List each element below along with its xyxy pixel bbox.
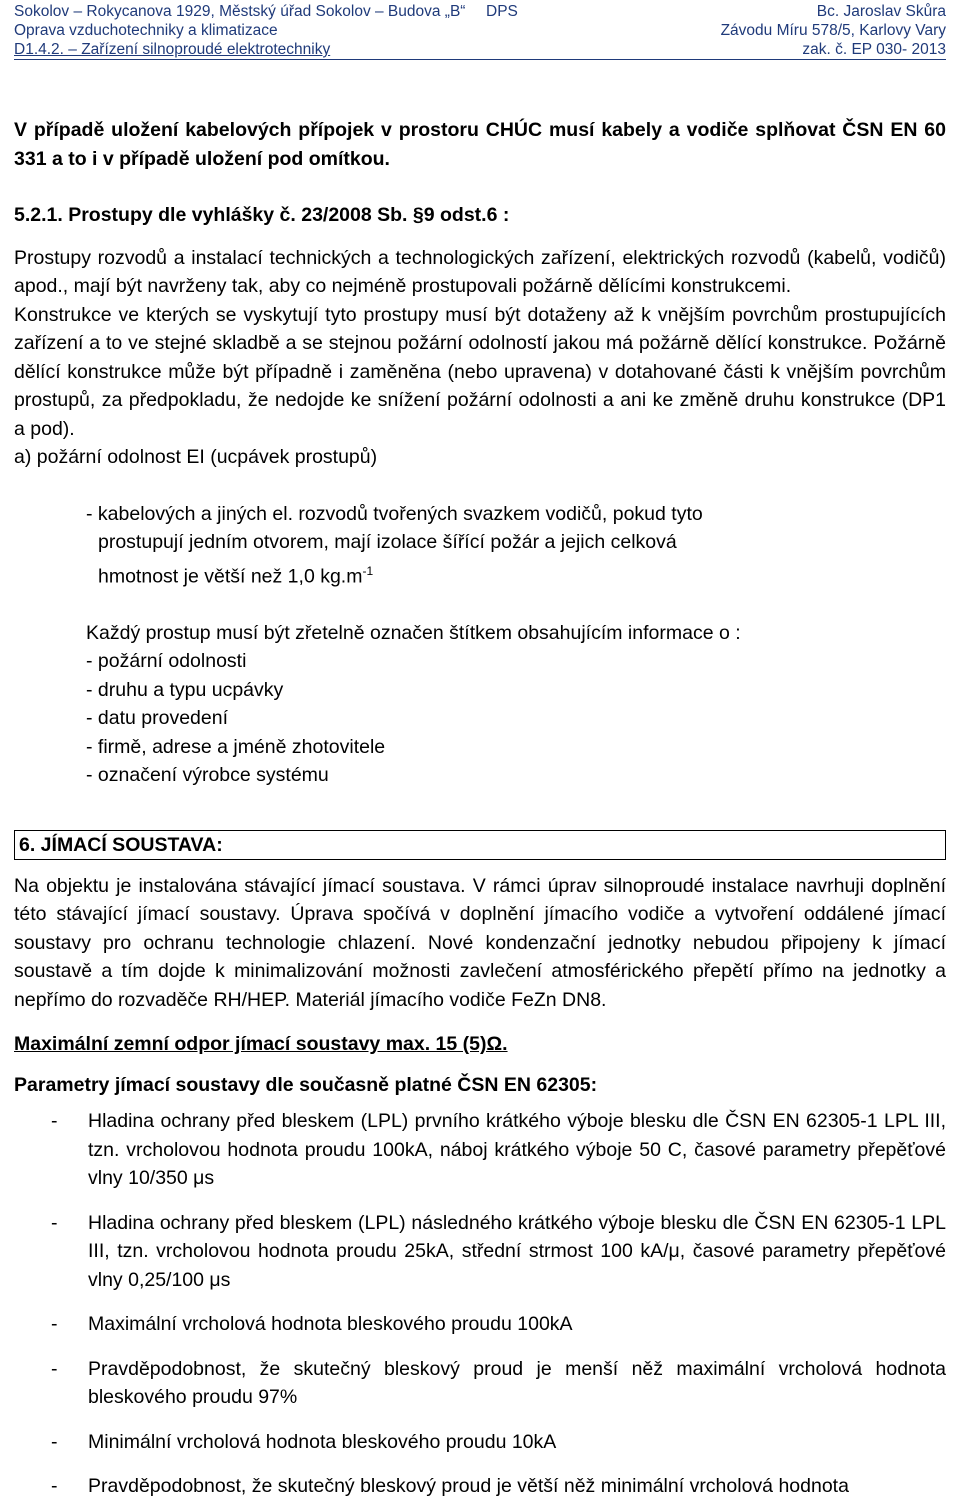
cable-item (14, 500, 946, 591)
header-order-number: zak. č. EP 030- 2013 (802, 41, 946, 58)
max-resistance: Maximální zemní odpor jímací soustavy max. 15 (5)Ω. (14, 1033, 508, 1055)
dash-bullet: - (51, 1475, 58, 1497)
section-6-paragraph: Na objektu je instalována stávající jímací soustava. V rámci úprav silnoproudé instalace navrhuji doplnění této stávající jímací soustavy. Úprava spočívá v doplnění jímacího vodiče a vytvoření oddálené jímací soustavy pro ochranu technologie chlazení. Nové kondenzační jednotky nebudou připojeny k jímací soustavě a tím dojde k minimalizování možnosti zavlečení atmosférického přepětí přímo na jednotky a nepřímo do rozvaděče RH/HEP. Materiál jímacího vodiče FeZn DN8. (14, 874, 946, 1011)
parameter-item (14, 1107, 946, 1193)
parameter-item (14, 1428, 946, 1457)
parameter-item (14, 1310, 946, 1339)
dash-bullet: - (51, 1357, 58, 1380)
header-doc-type: DPS (486, 3, 518, 20)
dash-bullet: - (51, 1430, 58, 1453)
page-header (14, 2, 946, 59)
marking-item: - požární odolnosti (86, 650, 247, 672)
parameter-item (14, 1355, 946, 1412)
header-address: Závodu Míru 578/5, Karlovy Vary (720, 22, 946, 39)
header-divider (14, 59, 946, 60)
parameter-item (14, 1209, 946, 1295)
parameter-item (14, 1472, 946, 1501)
marking-item: - datu provedení (86, 707, 229, 729)
dash-bullet: - (51, 1110, 58, 1132)
header-subject: Oprava vzduchotechniky a klimatizace (14, 22, 278, 39)
header-row-3 (14, 40, 946, 59)
parameters-list (14, 1107, 946, 1501)
section-6-heading: 6. JÍMACÍ SOUSTAVA: (14, 830, 946, 860)
section-heading-5-2-1: 5.2.1. Prostupy dle vyhlášky č. 23/2008 Sb. §9 odst.6 : (14, 204, 510, 226)
parameter-text: Minimální vrcholová hodnota bleskového proudu 10kA (88, 1430, 557, 1453)
parameter-text: Hladina ochrany před bleskem (LPL) prvního krátkého výboje blesku dle ČSN EN 62305-1 LPL III, tzn. vrcholovou hodnota proudu 100kA, náboj krátkého výboje 50 C, časové parametry přepěťové vlny 10/350 μs (88, 1110, 946, 1189)
paragraph-constructions (14, 301, 946, 444)
cable-item-superscript: -1 (362, 563, 374, 578)
marking-item: - druhu a typu ucpávky (86, 678, 284, 701)
cable-item-line-3-text: hmotnost je větší než 1,0 kg.m (98, 565, 363, 587)
fire-separation-text: Požárně dělící konstrukce může být případně i zaměněna (nebo upravena) v dotahované části k vnějším povrchům prostupů, za předpokladu, že nedojde ke snížení požární odolnosti a ani ke změně druhu konstrukce (DP1 a pod). (14, 332, 947, 440)
header-row-1 (14, 2, 946, 21)
cable-item-line-3 (86, 557, 946, 591)
cable-item-line-2: prostupují jedním otvorem, mají izolace šířící požár a jejich celková (98, 531, 677, 553)
parameter-text: Hladina ochrany před bleskem (LPL) následného krátkého výboje blesku dle ČSN EN 62305-1 LPL III, tzn. vrcholovou hodnota proudu 25kA, střední strmost 100 kA/μ, časové parametry přepěťové vlny 0,25/100 μs (88, 1211, 946, 1291)
paragraph-penetrations: Prostupy rozvodů a instalací technických a technologických zařízení, elektrických rozvodů (kabelů, vodičů) apod., mají být navrženy tak, aby co nejméně prostupovali požárně dělícími konstrukcemi. (14, 246, 946, 297)
parameter-text: Pravděpodobnost, že skutečný bleskový proud je větší něž minimální vrcholová hodnota (88, 1475, 849, 1497)
document-body (14, 116, 946, 1507)
marking-intro: Každý prostup musí být zřetelně označen štítkem obsahujícím informace o : (86, 621, 741, 644)
header-section: D1.4.2. – Zařízení silnoproudé elektrotechniky (14, 41, 331, 58)
parameters-heading: Parametry jímací soustavy dle současně platné ČSN EN 62305: (14, 1073, 598, 1096)
constructions-text: Konstrukce ve kterých se vyskytují tyto prostupy musí být dotaženy až k vnějším povrchům prostupujících zařízení a to ve stejné skladbě a se stejnou požární odolností jakou má požárně dělící konstrukce. (14, 303, 946, 354)
header-row-2 (14, 21, 946, 40)
marking-item: - označení výrobce systému (86, 764, 329, 786)
parameter-text: Maximální vrcholová hodnota bleskového proudu 100kA (88, 1313, 573, 1335)
dash-bullet: - (51, 1211, 58, 1234)
cable-item-line-1: - kabelových a jiných el. rozvodů tvořených svazkem vodičů, pokud tyto (86, 502, 703, 525)
marking-list (14, 619, 946, 790)
parameter-text: Pravděpodobnost, že skutečný bleskový proud je menší něž maximální vrcholová hodnota bleskového proudu 97% (88, 1357, 946, 1408)
chuc-paragraph: V případě uložení kabelových přípojek v prostoru CHÚC musí kabely a vodiče splňovat ČSN EN 60 331 a to i v případě uložení pod omítkou. (14, 119, 946, 170)
marking-item: - firmě, adrese a jméně zhotovitele (86, 735, 386, 758)
header-author: Bc. Jaroslav Skůra (816, 3, 946, 20)
item-a-fire-resistance: a) požární odolnost EI (ucpávek prostupů) (14, 446, 378, 468)
dash-bullet: - (51, 1313, 58, 1335)
header-project: Sokolov – Rokycanova 1929, Městský úřad Sokolov – Budova „B“ (14, 3, 466, 20)
